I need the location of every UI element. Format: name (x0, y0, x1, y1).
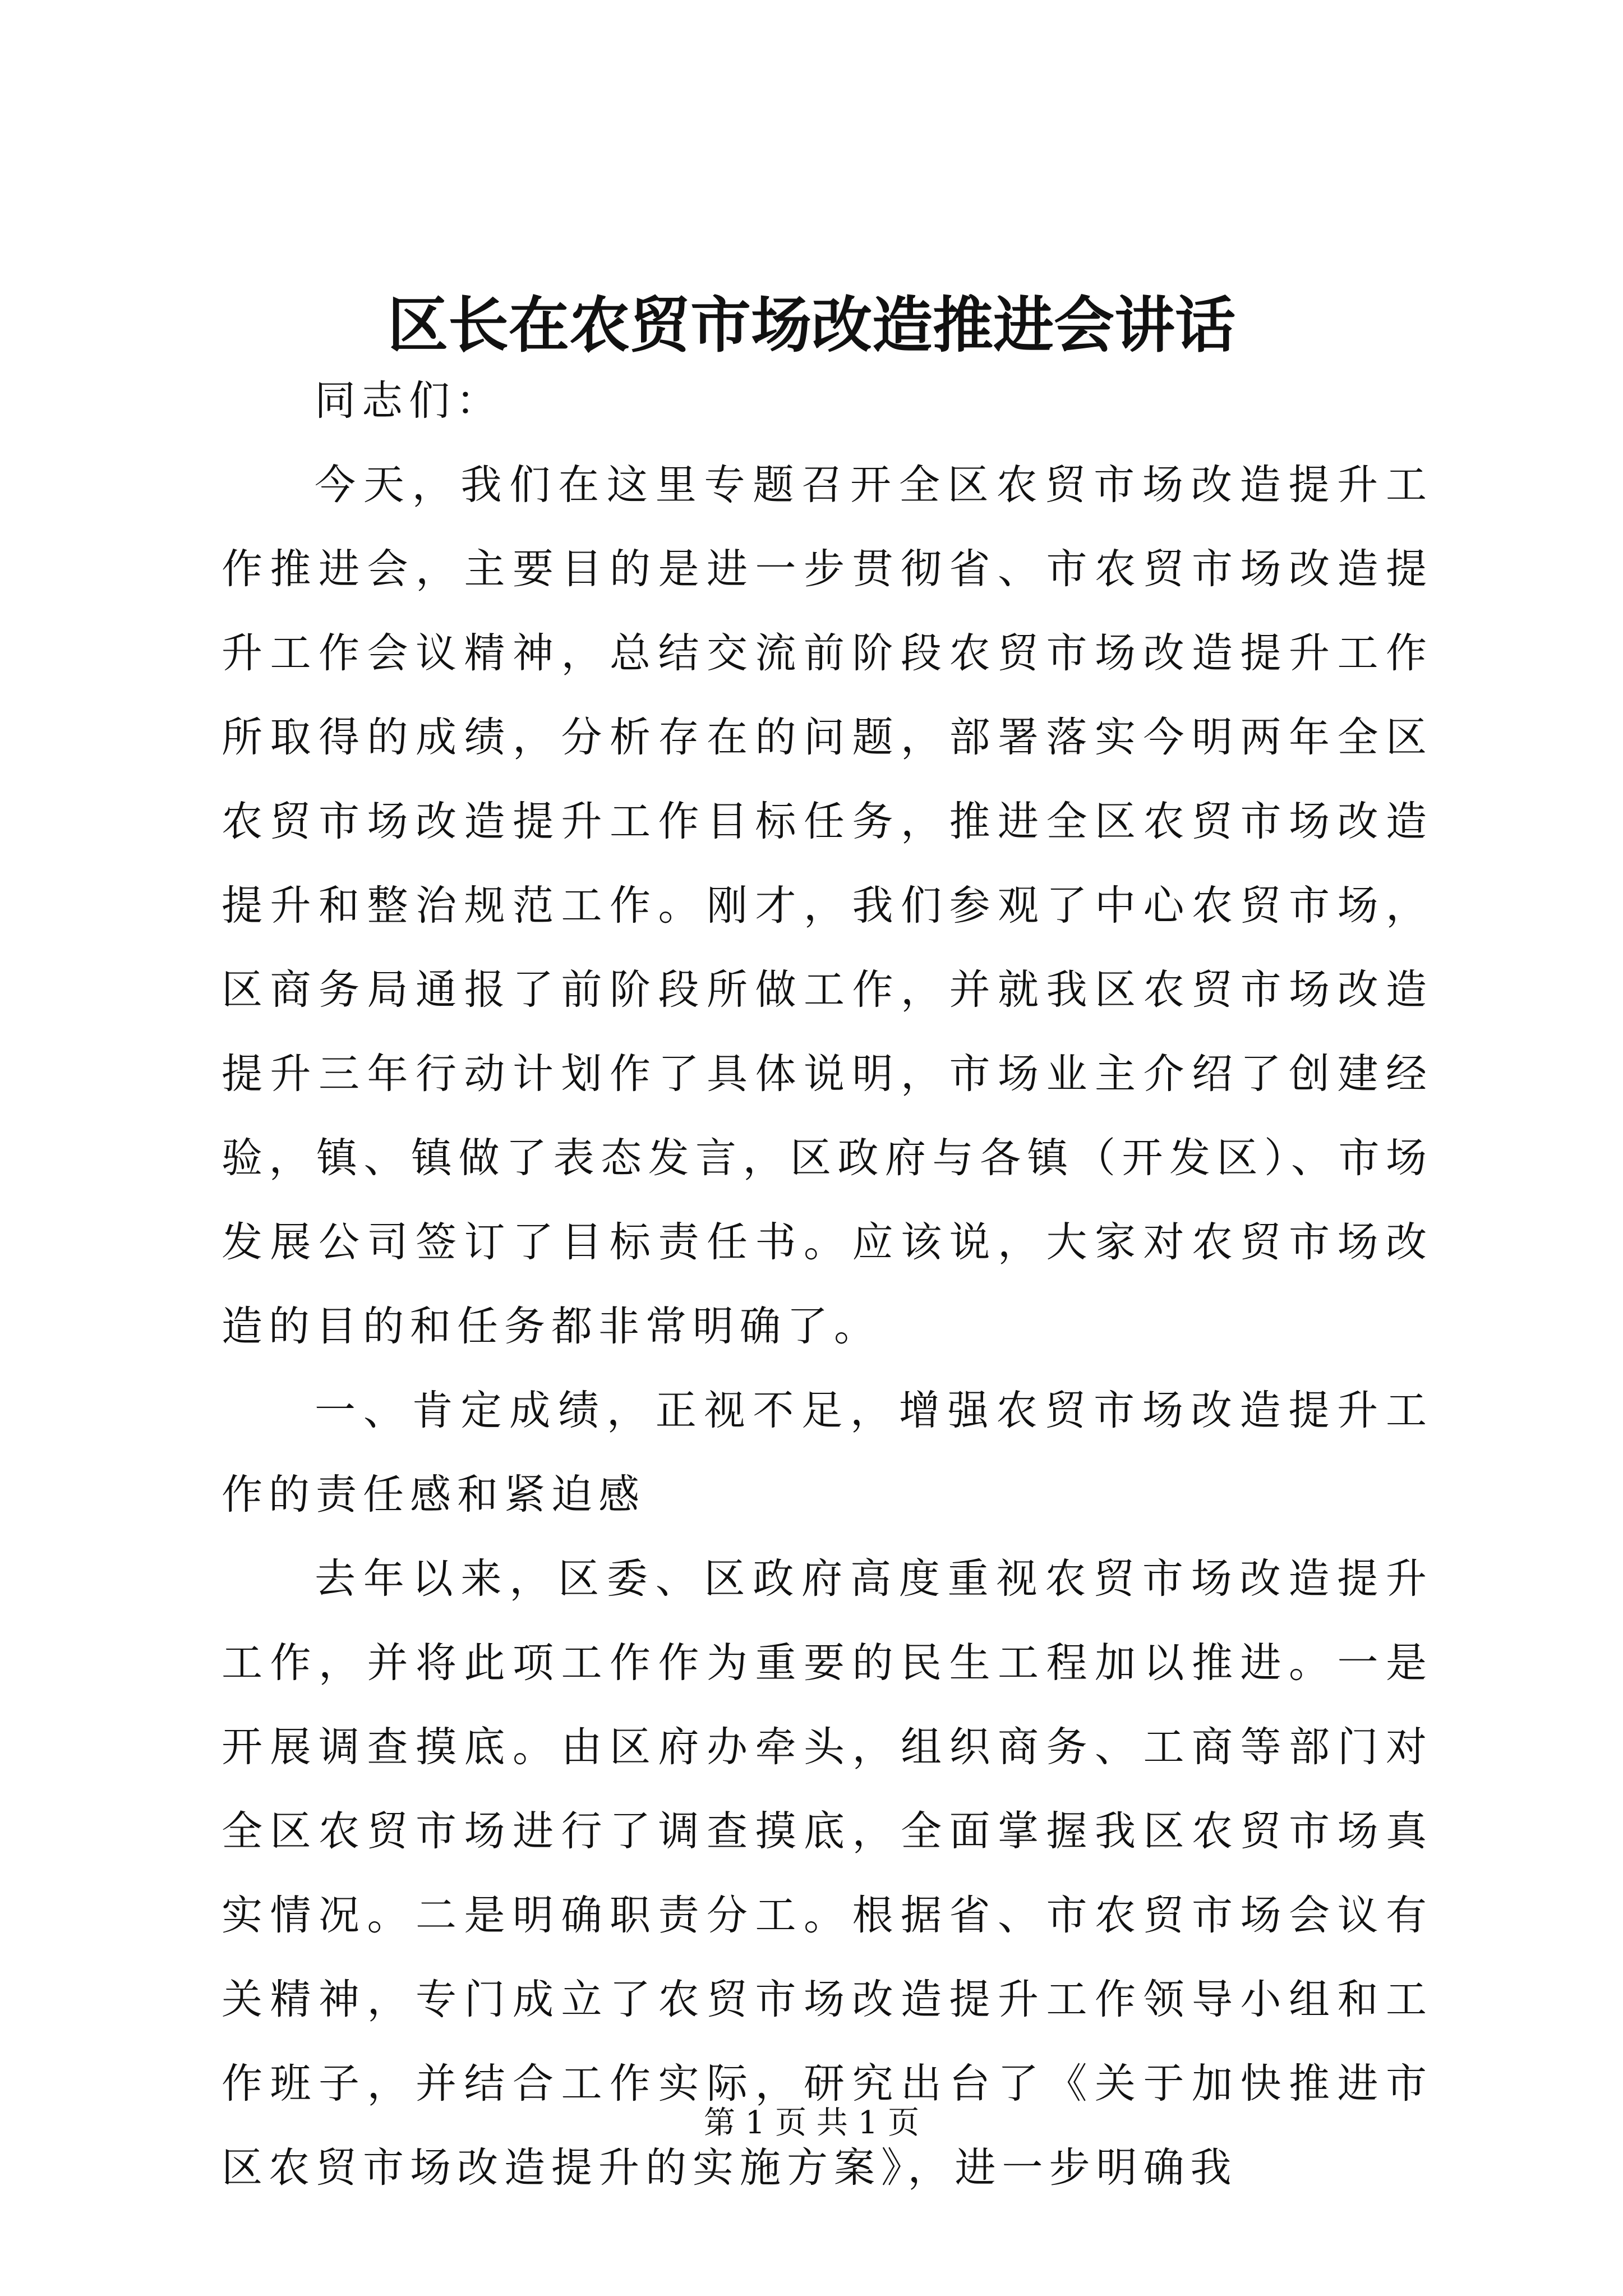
salutation: 同志们： (315, 377, 503, 425)
paragraph-intro: 今天，我们在这里专题召开全区农贸市场改造提升工作推进会，主要目的是进一步贯彻省、市农贸市场改造提升工作会议精神，总结交流前阶段农贸市场改造提升工作所取得的成绩，分析存在的问题，部署落实今明两年全区农贸市场改造提升工作目标任务，推进全区农贸市场改造提升和整治规范工作。刚才，我们参观了中心农贸市场，区商务局通报了前阶段所做工作，并就我区农贸市场改造提升三年行动计划作了具体说明，市场业主介绍了创建经验，镇、镇做了表态发言，区政府与各镇（开发区）、市场发展公司签订了目标责任书。应该说，大家对农贸市场改造的目的和任务都非常明确了。 (222, 461, 1433, 1350)
section-heading-1: 一、肯定成绩，正视不足，增强农贸市场改造提升工作的责任感和紧迫感 (222, 1387, 1433, 1519)
paragraph-achievements: 去年以来，区委、区政府高度重视农贸市场改造提升工作，并将此项工作作为重要的民生工程加以推进。一是开展调查摸底。由区府办牵头，组织商务、工商等部门对全区农贸市场进行了调查摸底，全面掌握我区农贸市场真实情况。二是明确职责分工。根据省、市农贸市场会议有关精神，专门成立了农贸市场改造提升工作领导小组和工作班子，并结合工作实际，研究出台了《关于加快推进市区农贸市场改造提升的实施方案》，进一步明确我 (222, 1555, 1433, 2192)
document-title: 区长在农贸市场改造推进会讲话 (387, 290, 1235, 361)
document-body (222, 359, 1433, 2210)
page-footer: 第 1 页 共 1 页 (703, 2105, 920, 2141)
